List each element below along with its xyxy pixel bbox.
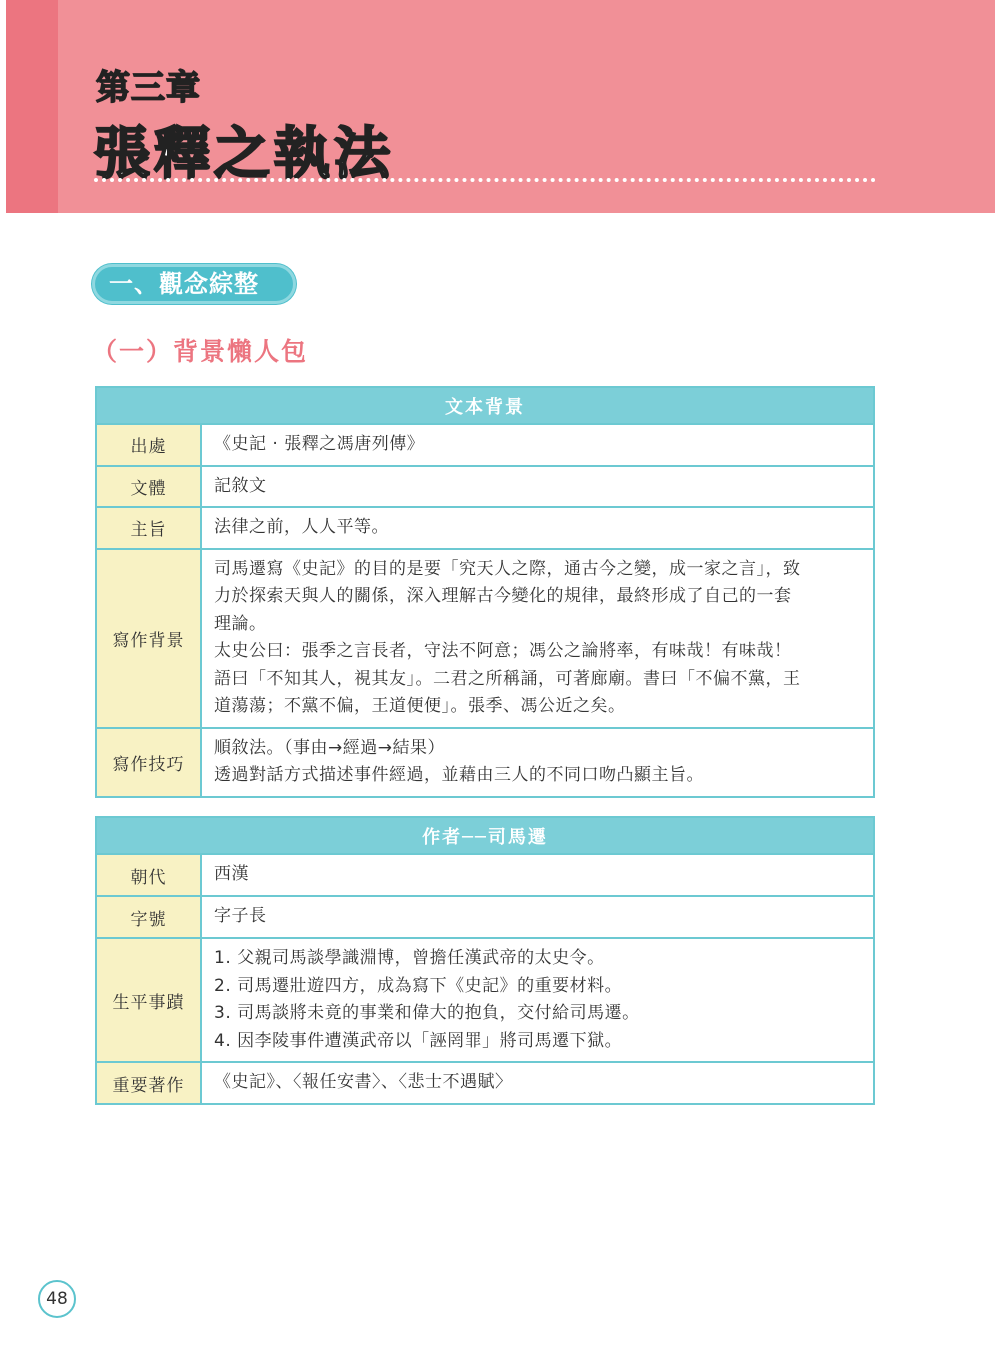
author-table-title: 作者──司馬遷 [96,817,874,854]
sub-heading: （一）背景懶人包 [92,337,309,366]
row-label: 寫作背景 [96,549,201,728]
table-row [96,549,874,728]
background-table-title: 文本背景 [96,387,874,424]
row-value [201,938,874,1062]
row-value [201,507,874,549]
table-row [96,728,874,797]
section-title-pill: 一、觀念綜整 [92,264,296,304]
row-value-line: 西漢 [214,864,249,885]
author-table [95,816,875,1105]
row-value-line: 法律之前，人人平等。 [214,517,389,537]
row-value [201,549,874,728]
chapter-title: 張釋之執法 [94,122,394,187]
table-row [96,424,874,466]
row-label: 出處 [96,424,201,466]
table-row [96,854,874,896]
row-value-line: 4. 因李陵事件遭漢武帝以「誣罔罪」將司馬遷下獄。 [214,1030,623,1051]
row-value-line: 太史公曰：張季之言長者，守法不阿意；馮公之論將率，有味哉！有味哉！ [214,641,792,661]
row-value-line: 2. 司馬遷壯遊四方，成為寫下《史記》的重要材料。 [214,975,623,996]
background-table [95,386,875,798]
row-label: 主旨 [96,507,201,549]
table-row [96,938,874,1062]
row-value-line: 司馬遷寫《史記》的目的是要「究天人之際，通古今之變，成一家之言」，致 [214,558,801,579]
row-value [201,424,874,466]
row-value-line: 《史記》、〈報任安書〉、〈悲士不遇賦〉 [214,1072,513,1093]
row-value [201,1062,874,1104]
header-dotted-divider [94,178,876,182]
row-value [201,728,874,797]
row-label: 字號 [96,896,201,938]
row-label: 生平事蹟 [96,938,201,1062]
row-value-line: 1. 父親司馬談學識淵博，曾擔任漢武帝的太史令。 [214,948,605,968]
table-row [96,1062,874,1104]
row-value-line: 透過對話方式描述事件經過，並藉由三人的不同口吻凸顯主旨。 [214,765,704,785]
table-row [96,507,874,549]
row-value [201,466,874,508]
row-value [201,896,874,938]
row-label: 寫作技巧 [96,728,201,797]
row-value-line: 道蕩蕩；不黨不偏，王道便便」。張季、馮公近之矣。 [214,696,626,716]
row-label: 重要著作 [96,1062,201,1104]
row-value-line: 語曰「不知其人，視其友」。二君之所稱誦，可著廊廟。書曰「不偏不黨，王 [214,668,801,689]
row-value [201,854,874,896]
row-value-line: 順敘法。（事由→經過→結果） [214,737,445,758]
row-value-line: 字子長 [214,906,267,927]
row-value-line: 《史記 ‧ 張釋之馮唐列傳》 [214,434,425,454]
row-value-line: 理論。 [214,613,267,634]
page-number: 48 [38,1280,76,1318]
row-label: 文體 [96,466,201,508]
row-value-line: 3. 司馬談將未竟的事業和偉大的抱負，交付給司馬遷。 [214,1003,640,1023]
row-label: 朝代 [96,854,201,896]
table-row [96,896,874,938]
row-value-line: 力於探索天與人的關係，深入理解古今變化的規律，最終形成了自己的一套 [214,586,792,606]
table-row [96,466,874,508]
row-value-line: 記敘文 [214,475,267,496]
header-stripe [6,0,58,213]
chapter-label: 第三章 [96,68,201,108]
